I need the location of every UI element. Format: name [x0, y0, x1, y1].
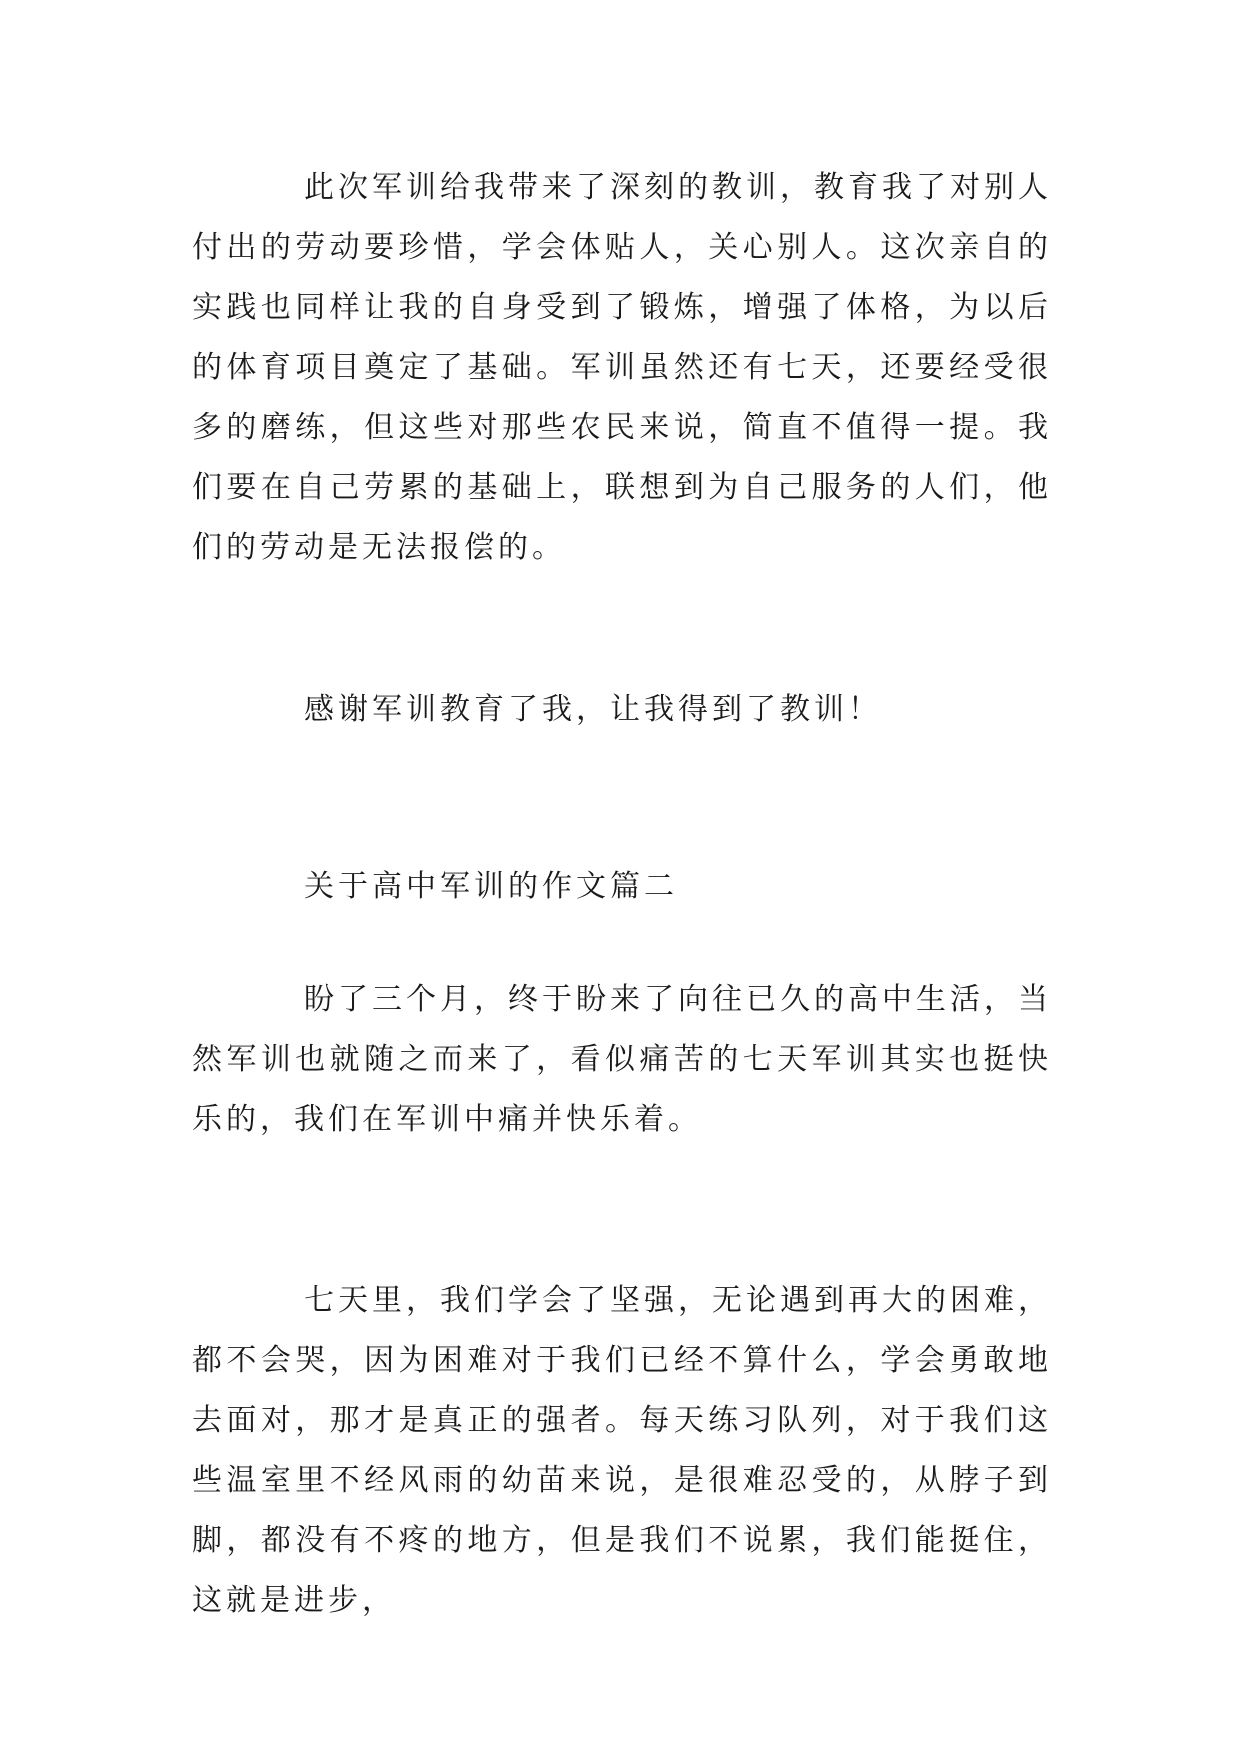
paragraph-high-school-life: 盼了三个月，终于盼来了向往已久的高中生活，当然军训也就随之而来了，看似痛苦的七天军训其实也挺快乐的，我们在军训中痛并快乐着。 [192, 982, 1052, 1137]
paragraph-thanks: 感谢军训教育了我，让我得到了教训！ [304, 692, 882, 727]
section-heading: 关于高中军训的作文篇二 [304, 869, 678, 904]
paragraph-seven-days: 七天里，我们学会了坚强，无论遇到再大的困难，都不会哭，因为困难对于我们已经不算什么，学会勇敢地去面对，那才是真正的强者。每天练习队列，对于我们这些温室里不经风雨的幼苗来说，是很难忍受的，从脖子到脚，都没有不疼的地方，但是我们不说累，我们能挺住，这就是进步， [192, 1283, 1052, 1618]
paragraph-military-training-lesson: 此次军训给我带来了深刻的教训，教育我了对别人付出的劳动要珍惜，学会体贴人，关心别人。这次亲自的实践也同样让我的自身受到了锻炼，增强了体格，为以后的体育项目奠定了基础。军训虽然还有七天，还要经受很多的磨练，但这些对那些农民来说，简直不值得一提。我们要在自己劳累的基础上，联想到为自己服务的人们，他们的劳动是无法报偿的。 [192, 170, 1052, 565]
